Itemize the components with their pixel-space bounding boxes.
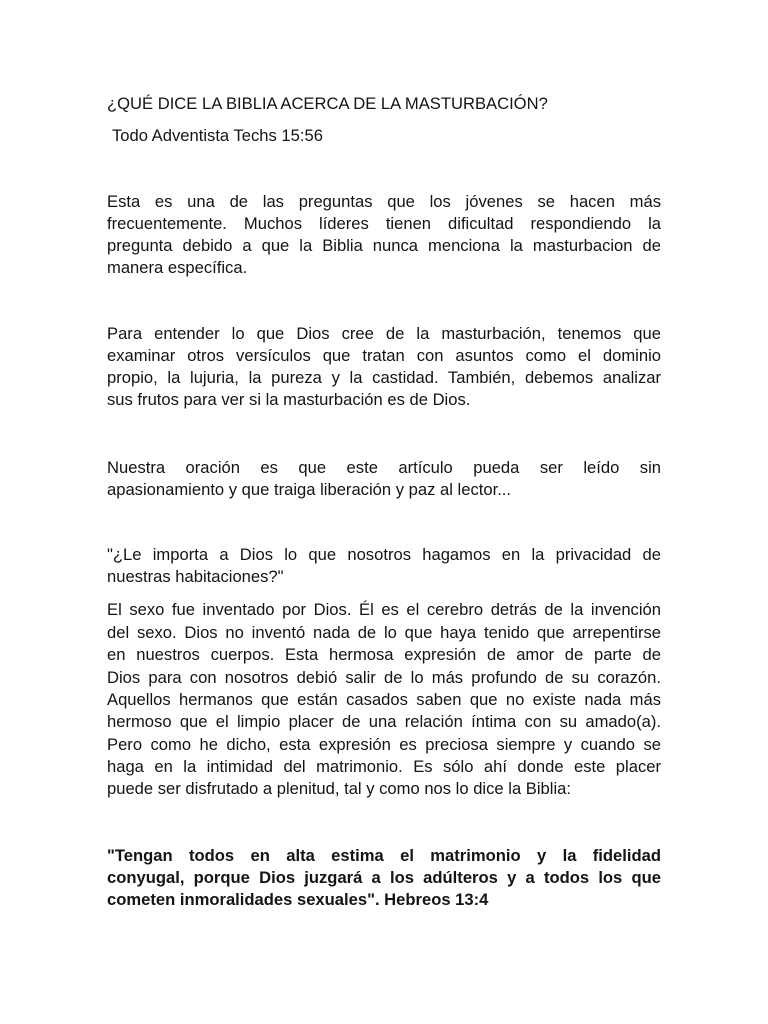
paragraph-line: frecuentemente. Muchos líderes tienen dificultad respondiendo la bbox=[107, 214, 661, 233]
paragraph-line: El sexo fue inventado por Dios. Él es el cerebro detrás de la invención bbox=[107, 600, 661, 619]
quote-line: cometen inmoralidades sexuales". Hebreos 13:4 bbox=[107, 890, 489, 909]
paragraph-line: Nuestra oración es que este artículo pueda ser leído sin bbox=[107, 458, 661, 477]
quote-line: conyugal, porque Dios juzgará a los adúlteros y a todos los que bbox=[107, 868, 661, 887]
paragraph-line: examinar otros versículos que tratan con asuntos como el dominio bbox=[107, 346, 661, 365]
paragraph-line: hermoso que el limpio placer de una relación íntima con su amado(a). bbox=[107, 712, 661, 731]
paragraph-line: Esta es una de las preguntas que los jóvenes se hacen más bbox=[107, 192, 661, 211]
quote-line: "Tengan todos en alta estima el matrimonio y la fidelidad bbox=[107, 846, 661, 865]
paragraph-line: Pero como he dicho, esta expresión es preciosa siempre y cuando se bbox=[107, 735, 661, 754]
paragraph-line: propio, la lujuria, la pureza y la castidad. También, debemos analizar bbox=[107, 368, 661, 387]
paragraph-line: Aquellos hermanos que están casados saben que no existe nada más bbox=[107, 690, 661, 709]
paragraph-line: manera específica. bbox=[107, 258, 248, 277]
paragraph-line: Dios para con nosotros debió salir de lo más profundo de su corazón. bbox=[107, 668, 661, 687]
paragraph-line: "¿Le importa a Dios lo que nosotros hagamos en la privacidad de bbox=[107, 545, 661, 564]
paragraph-line: puede ser disfrutado a plenitud, tal y como nos lo dice la Biblia: bbox=[107, 779, 571, 798]
paragraph-line: sus frutos para ver si la masturbación es de Dios. bbox=[107, 390, 471, 409]
paragraph-line: del sexo. Dios no inventó nada de lo que haya tenido que arrepentirse bbox=[107, 623, 661, 642]
byline: Todo Adventista Techs 15:56 bbox=[112, 126, 323, 145]
paragraph-line: en nuestros cuerpos. Esta hermosa expresión de amor de parte de bbox=[107, 645, 661, 664]
paragraph-line: Para entender lo que Dios cree de la masturbación, tenemos que bbox=[107, 324, 661, 343]
paragraph-line: pregunta debido a que la Biblia nunca menciona la masturbacion de bbox=[107, 236, 661, 255]
paragraph-line: haga en la intimidad del matrimonio. Es sólo ahí donde este placer bbox=[107, 757, 661, 776]
document-title: ¿QUÉ DICE LA BIBLIA ACERCA DE LA MASTURBACIÓN? bbox=[107, 94, 548, 113]
paragraph-line: nuestras habitaciones?" bbox=[107, 567, 284, 586]
paragraph-line: apasionamiento y que traiga liberación y paz al lector... bbox=[107, 480, 512, 499]
